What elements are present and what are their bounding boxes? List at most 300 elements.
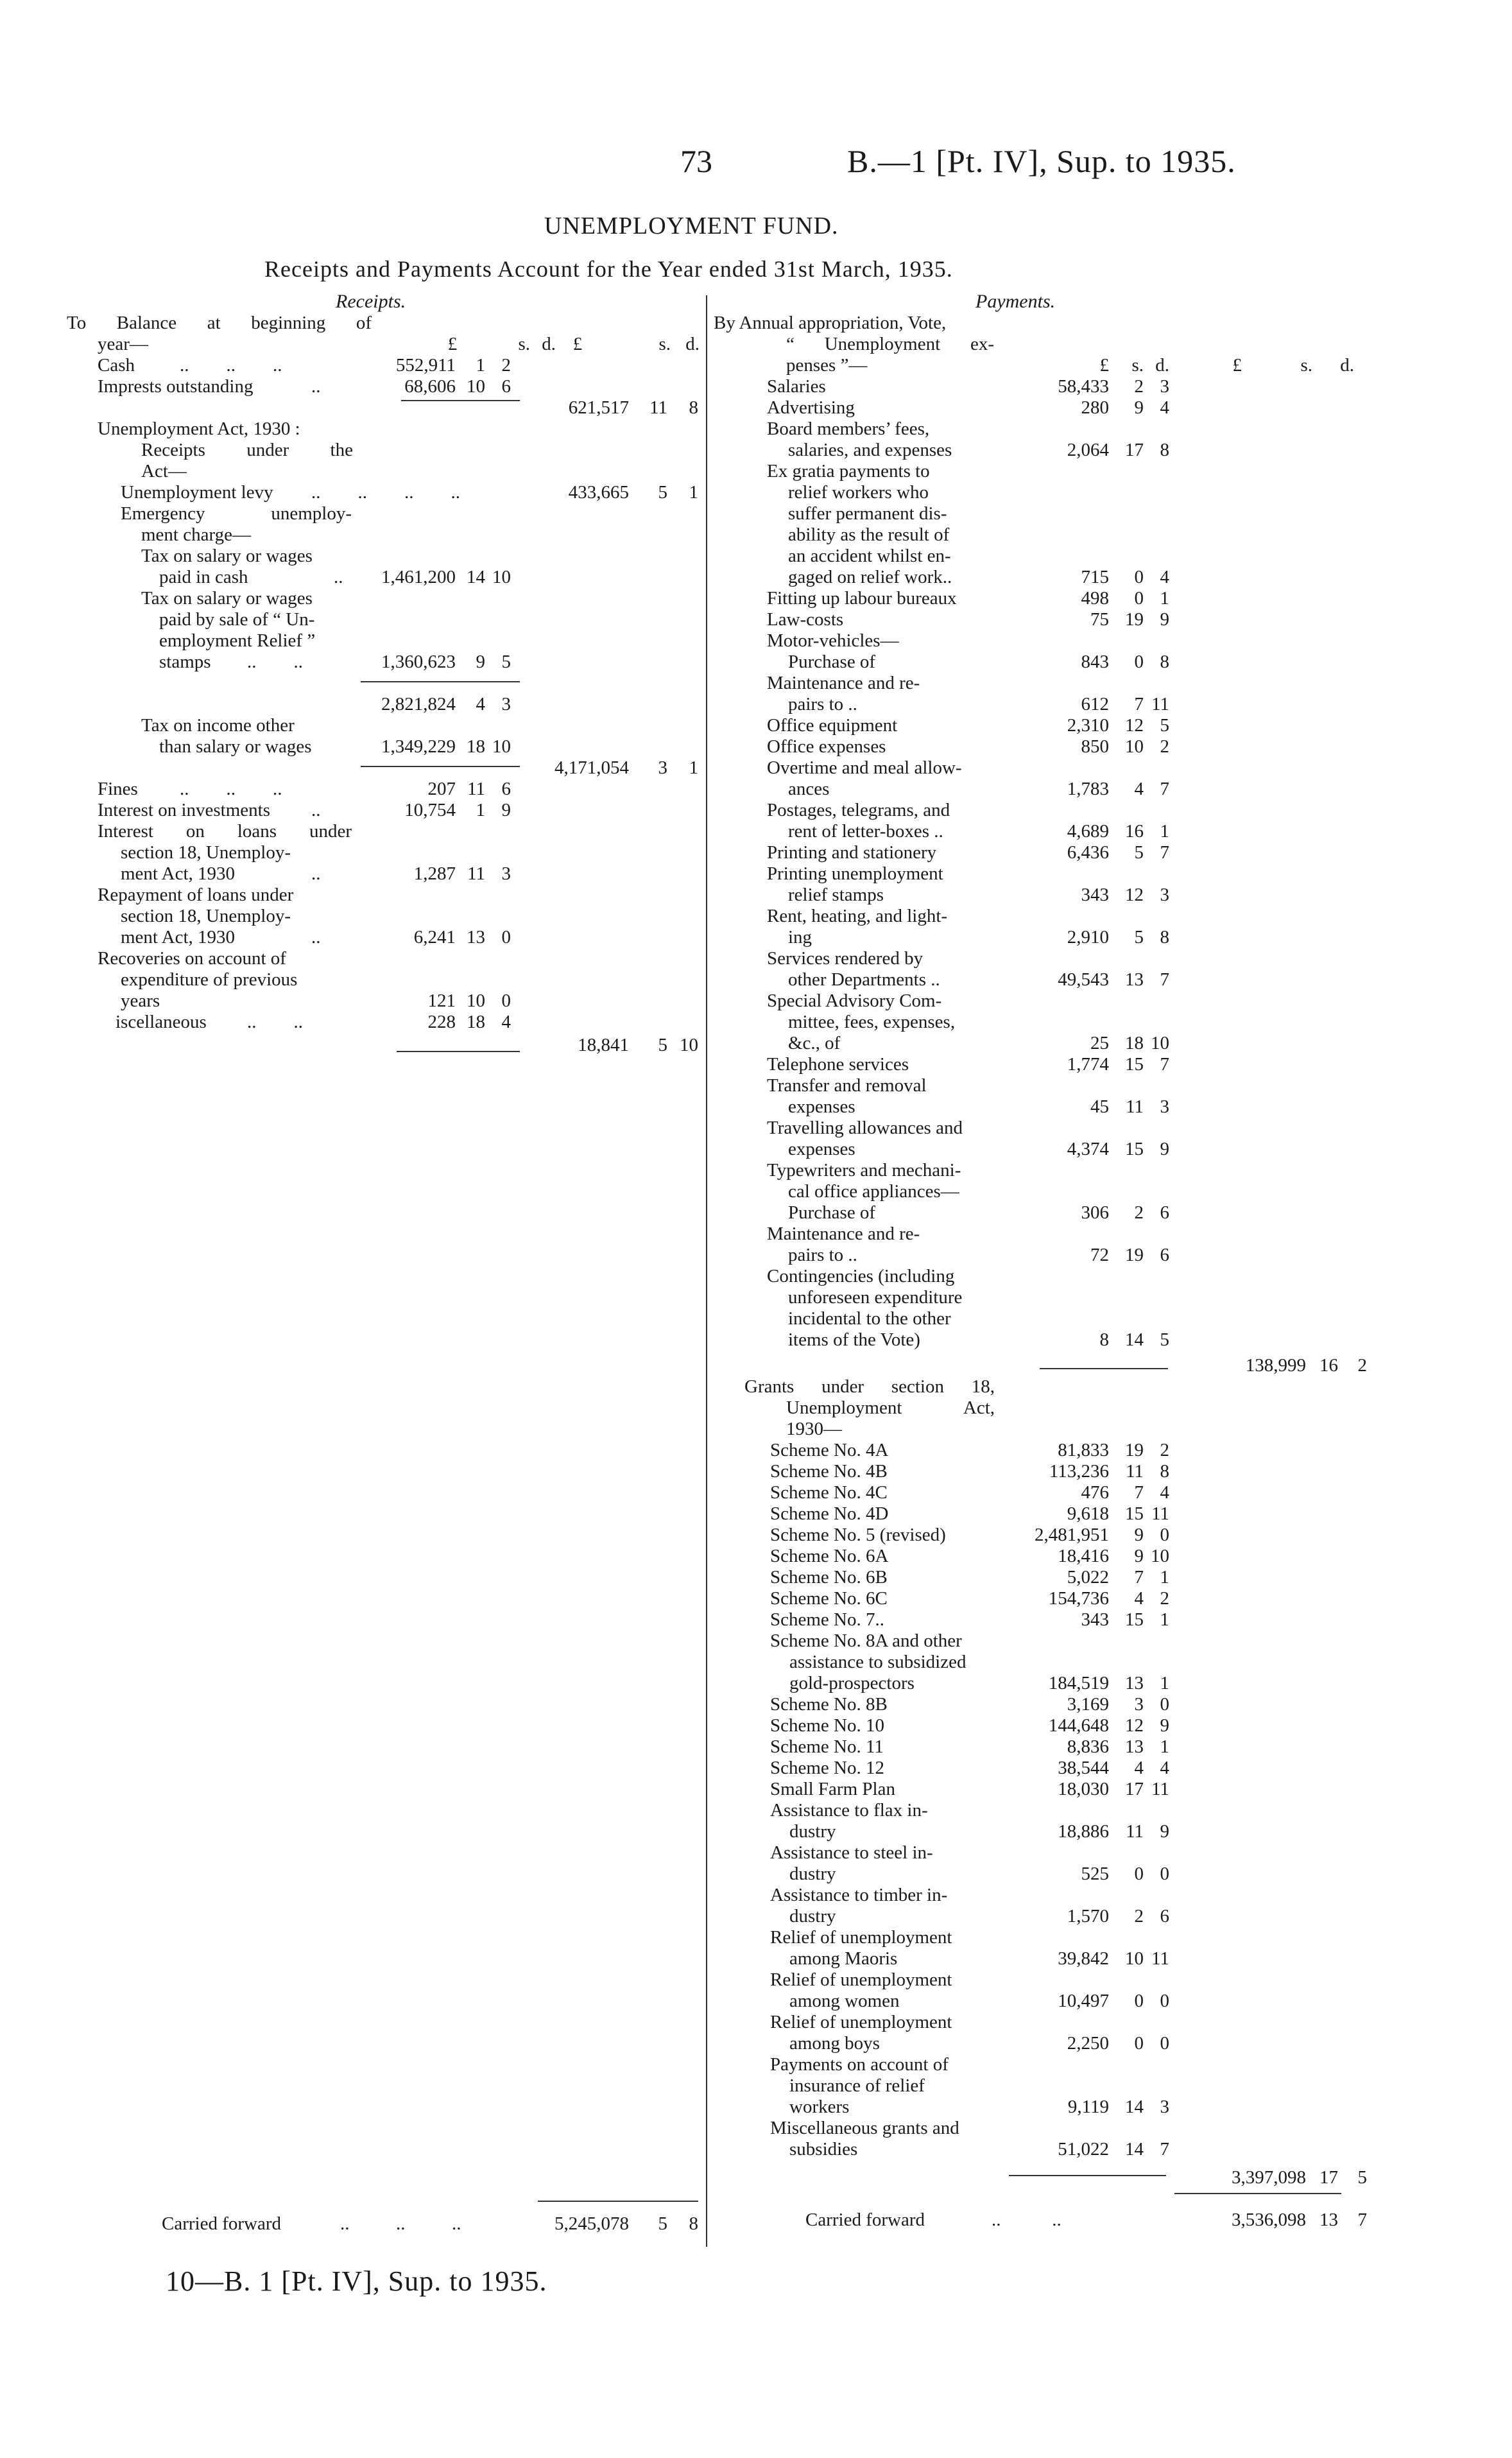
payment-item-label-line: Typewriters and mechani- <box>767 1160 961 1181</box>
pence: 4 <box>1160 567 1169 587</box>
pounds: 18,886 <box>1058 1821 1109 1842</box>
shillings: 9 <box>1134 1525 1144 1545</box>
payment-item-amount <box>1001 736 1169 757</box>
pence-head: d. <box>1155 355 1169 376</box>
receipt-cash-amount <box>359 355 511 376</box>
payment-item-label-line: ability as the result of <box>788 524 950 545</box>
shillings: 4 <box>1134 779 1144 799</box>
payment-item-label-line: ances <box>788 779 830 799</box>
payment-item-label-line: Salaries <box>767 376 826 397</box>
page-number: 73 <box>680 143 712 179</box>
receipt-taxstamp-line3: employment Relief ” <box>159 630 316 651</box>
shillings: 13 <box>1125 1673 1144 1693</box>
receipt-imprests-amount <box>359 376 511 397</box>
pence: 7 <box>1357 2210 1367 2230</box>
receipt-recov-line1: Recoveries on account of <box>98 948 286 969</box>
payment-item-amount <box>1001 842 1169 863</box>
receipt-taxcash-amount <box>359 567 511 588</box>
pounds: 6,241 <box>413 927 456 948</box>
payment-item-label-line: Assistance to steel in- <box>770 1842 933 1863</box>
pounds: 10,497 <box>1058 1991 1109 2011</box>
payment-by-line2: “ Unemployment ex- <box>786 334 994 354</box>
pence: 11 <box>1151 1948 1169 1969</box>
pence: 8 <box>1160 652 1169 672</box>
payment-item-label-line: Assistance to timber in- <box>770 1885 948 1905</box>
payment-item-amount <box>1001 1758 1169 1779</box>
pence: 9 <box>1160 1139 1169 1159</box>
shillings: 5 <box>1134 927 1144 948</box>
leader-dots: .. <box>311 863 321 884</box>
account-subtitle: Receipts and Payments Account for the Year ended 31st March, 1935. <box>264 256 953 282</box>
shillings: 4 <box>1134 1588 1144 1609</box>
pounds: 1,287 <box>413 863 456 884</box>
payment-item-label-line: dustry <box>789 1821 836 1842</box>
pounds: 18,416 <box>1058 1546 1109 1566</box>
receipts-heading: Receipts. <box>336 291 406 312</box>
payment-item-label-line: Ex gratia payments to <box>767 461 930 481</box>
pounds: 58,433 <box>1058 376 1109 397</box>
pounds: 6,436 <box>1067 842 1109 863</box>
shillings: 9 <box>1134 1546 1144 1566</box>
pounds: 25 <box>1090 1033 1109 1053</box>
pence: 9 <box>1160 1821 1169 1842</box>
payment-item-label-line: Services rendered by <box>767 948 924 969</box>
pence: 1 <box>689 482 698 503</box>
payment-item-amount <box>1001 1736 1169 1758</box>
payment-item-amount <box>1001 969 1169 991</box>
payment-item-amount <box>1001 885 1169 906</box>
receipt-recov-line2: expenditure of previous <box>121 969 298 990</box>
payment-item-label-line: Scheme No. 6B <box>770 1567 888 1588</box>
pounds: 343 <box>1081 885 1109 905</box>
payment-item-label-line: pairs to .. <box>788 1245 857 1265</box>
shillings: 14 <box>1125 2097 1144 2117</box>
pence: 6 <box>1160 1906 1169 1926</box>
receipts-outer-currency-heads <box>523 334 700 355</box>
pounds: 4,374 <box>1067 1139 1109 1159</box>
pounds: 552,911 <box>395 355 456 376</box>
payment-item-label-line: Purchase of <box>788 1202 876 1223</box>
shillings: 10 <box>467 376 485 397</box>
receipt-fines-amount <box>359 779 511 800</box>
payment-item-amount <box>1001 1461 1169 1482</box>
payment-item-label-line: pairs to .. <box>788 694 857 714</box>
payment-item-label-line: Printing unemployment <box>767 863 943 884</box>
pence: 9 <box>501 800 511 820</box>
shillings: 16 <box>1125 821 1144 842</box>
shilling-head: s. <box>1300 355 1312 376</box>
shillings: 5 <box>1134 842 1144 863</box>
payment-item-label-line: ing <box>788 927 812 948</box>
shillings: 17 <box>1125 1779 1144 1799</box>
shillings: 5 <box>658 2213 667 2234</box>
pence: 11 <box>1151 1503 1169 1524</box>
receipt-balance-line1: To Balance at beginning of <box>67 313 372 333</box>
payment-item-label-line: cal office appliances— <box>788 1181 959 1202</box>
shillings: 19 <box>1125 609 1144 630</box>
pounds: 2,821,824 <box>381 694 456 714</box>
receipt-balance-line2: year— <box>98 334 148 354</box>
payment-item-label-line: Board members’ fees, <box>767 419 930 439</box>
subtotal-rule <box>401 400 520 401</box>
pounds: 144,648 <box>1048 1715 1109 1736</box>
payment-item-amount <box>1001 1779 1169 1800</box>
receipt-taxcash-line2: paid in cash <box>159 567 248 587</box>
pence: 9 <box>1160 609 1169 630</box>
receipt-taxstamp-line4: stamps <box>159 652 211 672</box>
pence: 4 <box>1160 397 1169 418</box>
payment-by-line1: By Annual appropriation, Vote, <box>714 313 947 333</box>
payment-item-amount <box>1001 1948 1169 1969</box>
receipt-taxinc-amount <box>359 736 511 757</box>
shillings: 19 <box>1125 1440 1144 1460</box>
payment-item-label-line: Purchase of <box>788 652 876 672</box>
pounds: 10,754 <box>404 800 456 820</box>
payment-item-label-line: Fitting up labour bureaux <box>767 588 957 609</box>
pence: 6 <box>501 779 511 799</box>
payment-item-label-line: workers <box>789 2097 850 2117</box>
shillings: 3 <box>1134 1694 1144 1715</box>
pounds: 154,736 <box>1048 1588 1109 1609</box>
shillings: 10 <box>1125 736 1144 757</box>
pence: 3 <box>1160 1096 1169 1117</box>
pounds: 18,030 <box>1058 1779 1109 1799</box>
shillings: 17 <box>1125 440 1144 460</box>
pence: 1 <box>1160 1736 1169 1757</box>
payment-item-label-line: Assistance to flax in- <box>770 1800 928 1821</box>
shilling-head: s. <box>658 334 671 354</box>
pound-head: £ <box>1232 355 1242 376</box>
pounds: 5,022 <box>1067 1567 1109 1588</box>
shillings: 7 <box>1134 1567 1144 1588</box>
payment-item-label-line: gaged on relief work.. <box>788 567 952 587</box>
receipt-sundry-total <box>523 1035 698 1056</box>
payment-item-label-line: Overtime and meal allow- <box>767 757 962 778</box>
shillings: 3 <box>658 757 667 778</box>
leader-dots: .. <box>334 567 343 587</box>
pence: 5 <box>1160 1329 1169 1350</box>
payment-item-label-line: relief workers who <box>788 482 929 503</box>
payments-heading: Payments. <box>975 291 1056 312</box>
pounds: 280 <box>1081 397 1109 418</box>
payment-item-label-line: incidental to the other <box>788 1308 951 1329</box>
pounds: 72 <box>1090 1245 1109 1265</box>
pounds: 75 <box>1090 609 1109 630</box>
payment-item-label-line: Telephone services <box>767 1054 909 1075</box>
pounds: 121 <box>427 991 456 1011</box>
receipt-imprests-label: Imprests outstanding <box>98 376 253 397</box>
payment-item-amount <box>1001 397 1169 419</box>
pence: 3 <box>501 863 511 884</box>
shillings: 19 <box>1125 1245 1144 1265</box>
shillings: 14 <box>1125 2139 1144 2159</box>
payment-item-label-line: Contingencies (including <box>767 1266 955 1286</box>
shillings: 1 <box>476 800 485 820</box>
pence: 0 <box>501 927 511 948</box>
payment-item-label-line: Scheme No. 8B <box>770 1694 888 1715</box>
pence: 9 <box>1160 1715 1169 1736</box>
pounds: 2,910 <box>1067 927 1109 948</box>
pounds: 3,397,098 <box>1232 2167 1306 2188</box>
shillings: 11 <box>1126 1821 1144 1842</box>
pence-head: d. <box>1340 355 1354 376</box>
payment-item-label-line: Office expenses <box>767 736 886 757</box>
subtotal-rule <box>1009 2175 1166 2176</box>
pence: 7 <box>1160 842 1169 863</box>
shillings: 11 <box>1126 1461 1144 1482</box>
pounds: 306 <box>1081 1202 1109 1223</box>
pence: 0 <box>1160 1525 1169 1545</box>
payment-item-amount <box>1001 1096 1169 1118</box>
leader-dots: .. .. <box>247 652 303 672</box>
shillings: 0 <box>1134 588 1144 609</box>
shillings: 7 <box>1134 1482 1144 1503</box>
receipt-levy-label: Unemployment levy <box>121 482 273 503</box>
pence: 5 <box>501 652 511 672</box>
pounds: 49,543 <box>1058 969 1109 990</box>
shillings: 1 <box>476 355 485 376</box>
pounds: 1,783 <box>1067 779 1109 799</box>
payment-item-amount <box>1001 567 1169 588</box>
shillings: 0 <box>1134 2033 1144 2054</box>
receipt-fines-label: Fines <box>98 779 138 799</box>
shillings: 12 <box>1125 715 1144 736</box>
pence: 4 <box>1160 1482 1169 1503</box>
payment-item-label-line: Scheme No. 12 <box>770 1758 884 1778</box>
pounds: 2,250 <box>1067 2033 1109 2054</box>
payment-carried-amount <box>1174 2210 1367 2231</box>
receipt-interest-label: Interest on investments <box>98 800 271 820</box>
total-rule <box>1174 2193 1341 2194</box>
payment-item-amount <box>1001 694 1169 715</box>
leader-dots: .. .. .. <box>180 779 282 799</box>
shillings: 15 <box>1125 1054 1144 1075</box>
payment-item-label-line: Travelling allowances and <box>767 1118 963 1138</box>
pounds: 850 <box>1081 736 1109 757</box>
shillings: 2 <box>1134 1202 1144 1223</box>
payment-item-amount <box>1001 1906 1169 1927</box>
payment-item-label-line: Printing and stationery <box>767 842 937 863</box>
payment-item-label-line: Maintenance and re- <box>767 673 920 693</box>
pence: 6 <box>501 376 511 397</box>
receipt-emerg-line1: Emergency unemploy- <box>121 503 352 524</box>
payment-item-amount <box>1001 1139 1169 1160</box>
page-title: UNEMPLOYMENT FUND. <box>544 212 839 239</box>
pence: 6 <box>1160 1245 1169 1265</box>
pence: 2 <box>1160 1588 1169 1609</box>
pence: 1 <box>689 757 698 778</box>
payment-item-amount <box>1001 1033 1169 1054</box>
pence: 0 <box>1160 1864 1169 1884</box>
pence: 7 <box>1160 779 1169 799</box>
receipt-repay-amount <box>359 927 511 948</box>
pence: 2 <box>1160 736 1169 757</box>
payment-item-label-line: &c., of <box>788 1033 841 1053</box>
pence: 11 <box>1151 1779 1169 1799</box>
pounds: 1,349,229 <box>381 736 456 757</box>
pence: 3 <box>501 694 511 714</box>
receipt-ua-line1: Unemployment Act, 1930 : <box>98 419 300 439</box>
pence: 10 <box>492 736 511 757</box>
leader-dots: .. .. <box>992 2210 1061 2230</box>
pounds: 715 <box>1081 567 1109 587</box>
subtotal-rule <box>397 1051 520 1052</box>
pence: 8 <box>1160 927 1169 948</box>
payment-item-label-line: subsidies <box>789 2139 858 2159</box>
payment-item-amount <box>1001 1202 1169 1224</box>
payment-item-label-line: Scheme No. 4B <box>770 1461 888 1482</box>
pence: 0 <box>501 991 511 1011</box>
payment-item-label-line: Office equipment <box>767 715 898 736</box>
payment-carried-label: Carried forward <box>805 2210 925 2230</box>
pence: 2 <box>501 355 511 376</box>
shillings: 10 <box>467 991 485 1011</box>
payment-item-amount <box>1001 1503 1169 1525</box>
receipt-intloan-amount <box>359 863 511 885</box>
pence: 4 <box>1160 1758 1169 1778</box>
payment-item-label-line: insurance of relief <box>789 2075 925 2096</box>
payment-item-label-line: Scheme No. 6C <box>770 1588 888 1609</box>
shillings: 12 <box>1125 1715 1144 1736</box>
pounds: 45 <box>1090 1096 1109 1117</box>
receipt-taxcash-line1: Tax on salary or wages <box>141 546 313 566</box>
receipt-recov-amount <box>359 991 511 1012</box>
shillings: 7 <box>1134 694 1144 714</box>
pence: 2 <box>1160 1440 1169 1460</box>
payment-item-label-line: relief stamps <box>788 885 884 905</box>
pounds: 1,360,623 <box>381 652 456 672</box>
receipt-taxinc-line2: than salary or wages <box>159 736 312 757</box>
payment-item-label-line: Special Advisory Com- <box>767 991 942 1011</box>
payment-item-label-line: Scheme No. 11 <box>770 1736 884 1757</box>
payment-item-amount <box>1001 2097 1169 2118</box>
pence: 0 <box>1160 1991 1169 2011</box>
shillings: 11 <box>467 779 485 799</box>
payment-item-label-line: Relief of unemployment <box>770 1969 952 1990</box>
payment-item-label-line: Transfer and removal <box>767 1075 927 1096</box>
payment-item-amount <box>1001 1715 1169 1736</box>
pound-head: £ <box>447 334 458 354</box>
payment-item-label-line: suffer permanent dis- <box>788 503 947 524</box>
leader-dots: .. <box>311 376 321 397</box>
pounds: 3,169 <box>1067 1694 1109 1715</box>
shillings: 2 <box>1134 1906 1144 1926</box>
pence: 6 <box>1160 1202 1169 1223</box>
payment-item-amount <box>1001 588 1169 609</box>
pence: 5 <box>1357 2167 1367 2188</box>
payment-item-amount <box>1001 1673 1169 1694</box>
shillings: 10 <box>1125 1948 1144 1969</box>
shilling-head: s. <box>518 334 530 354</box>
pounds: 621,517 <box>568 397 629 418</box>
payment-item-amount <box>1001 652 1169 673</box>
payment-item-label-line: Rent, heating, and light- <box>767 906 948 926</box>
payment-item-label-line: Scheme No. 5 (revised) <box>770 1525 946 1545</box>
pounds: 5,245,078 <box>554 2213 629 2234</box>
payment-item-label-line: among women <box>789 1991 900 2011</box>
payment-item-label-line: dustry <box>789 1906 836 1926</box>
receipt-intloan-line1: Interest on loans under <box>98 821 352 842</box>
payment-item-amount <box>1001 440 1169 461</box>
pounds: 113,236 <box>1049 1461 1109 1482</box>
pounds: 1,570 <box>1067 1906 1109 1926</box>
pounds: 843 <box>1081 652 1109 672</box>
shillings: 0 <box>1134 652 1144 672</box>
pounds: 81,833 <box>1058 1440 1109 1460</box>
pence: 1 <box>1160 821 1169 842</box>
receipt-intloan-line2: section 18, Unemploy- <box>121 842 291 863</box>
receipt-taxstamp-line2: paid by sale of “ Un- <box>159 609 315 630</box>
shillings: 13 <box>467 927 485 948</box>
subtotal-rule <box>361 681 520 682</box>
payment-item-amount <box>1001 821 1169 842</box>
pence: 2 <box>1357 1355 1367 1376</box>
pounds: 2,310 <box>1067 715 1109 736</box>
receipt-cash-label: Cash <box>98 355 135 376</box>
pence: 10 <box>492 567 511 587</box>
receipt-taxinc-line1: Tax on income other <box>141 715 295 736</box>
payment-item-label-line: items of the Vote) <box>788 1329 920 1350</box>
payment-item-label-line: Scheme No. 4A <box>770 1440 889 1460</box>
payment-item-label-line: Payments on account of <box>770 2054 949 2075</box>
receipt-levy-amount <box>523 482 698 503</box>
shillings: 14 <box>467 567 485 587</box>
payment-item-label-line: Advertising <box>767 397 855 418</box>
leader-dots: .. .. .. <box>180 355 282 376</box>
payment-item-amount <box>1001 1329 1169 1351</box>
leader-dots: .. <box>311 927 321 948</box>
pounds: 9,119 <box>1067 2097 1109 2117</box>
payment-item-amount <box>1001 779 1169 800</box>
receipt-ua-line2: Receipts under the <box>141 440 353 460</box>
pounds: 138,999 <box>1245 1355 1306 1376</box>
shillings: 15 <box>1125 1503 1144 1524</box>
receipt-carried-label: Carried forward <box>162 2213 281 2234</box>
shilling-head: s. <box>1131 355 1144 376</box>
shillings: 18 <box>1125 1033 1144 1053</box>
shillings: 17 <box>1319 2167 1338 2188</box>
shillings: 18 <box>467 1012 485 1032</box>
grants-line3: 1930— <box>786 1419 842 1439</box>
pence-head: d. <box>542 334 556 354</box>
pounds: 38,544 <box>1058 1758 1109 1778</box>
column-divider <box>706 295 707 2247</box>
pence: 8 <box>1160 1461 1169 1482</box>
subtotal-rule <box>361 766 520 767</box>
pence: 8 <box>689 2213 698 2234</box>
payment-item-label-line: mittee, fees, expenses, <box>788 1012 956 1032</box>
payment-item-label-line: unforeseen expenditure <box>788 1287 963 1308</box>
shillings: 15 <box>1125 1139 1144 1159</box>
receipt-intloan-line3: ment Act, 1930 <box>121 863 236 884</box>
shillings: 11 <box>1126 1096 1144 1117</box>
receipt-repay-line1: Repayment of loans under <box>98 885 294 905</box>
shillings: 13 <box>1319 2210 1338 2230</box>
payment-item-label-line: Small Farm Plan <box>770 1779 895 1799</box>
pence: 4 <box>501 1012 511 1032</box>
pounds: 4,171,054 <box>554 757 629 778</box>
pence: 1 <box>1160 588 1169 609</box>
payment-item-label-line: salaries, and expenses <box>788 440 952 460</box>
pence: 1 <box>1160 1609 1169 1630</box>
pence: 10 <box>1151 1546 1169 1566</box>
grants-line2: Unemployment Act, <box>786 1398 995 1418</box>
pence: 0 <box>1160 2033 1169 2054</box>
annual-total-amount <box>1174 1355 1367 1376</box>
pounds: 51,022 <box>1058 2139 1109 2159</box>
payment-item-label-line: among Maoris <box>789 1948 898 1969</box>
payment-item-label-line: Scheme No. 8A and other <box>770 1631 962 1651</box>
